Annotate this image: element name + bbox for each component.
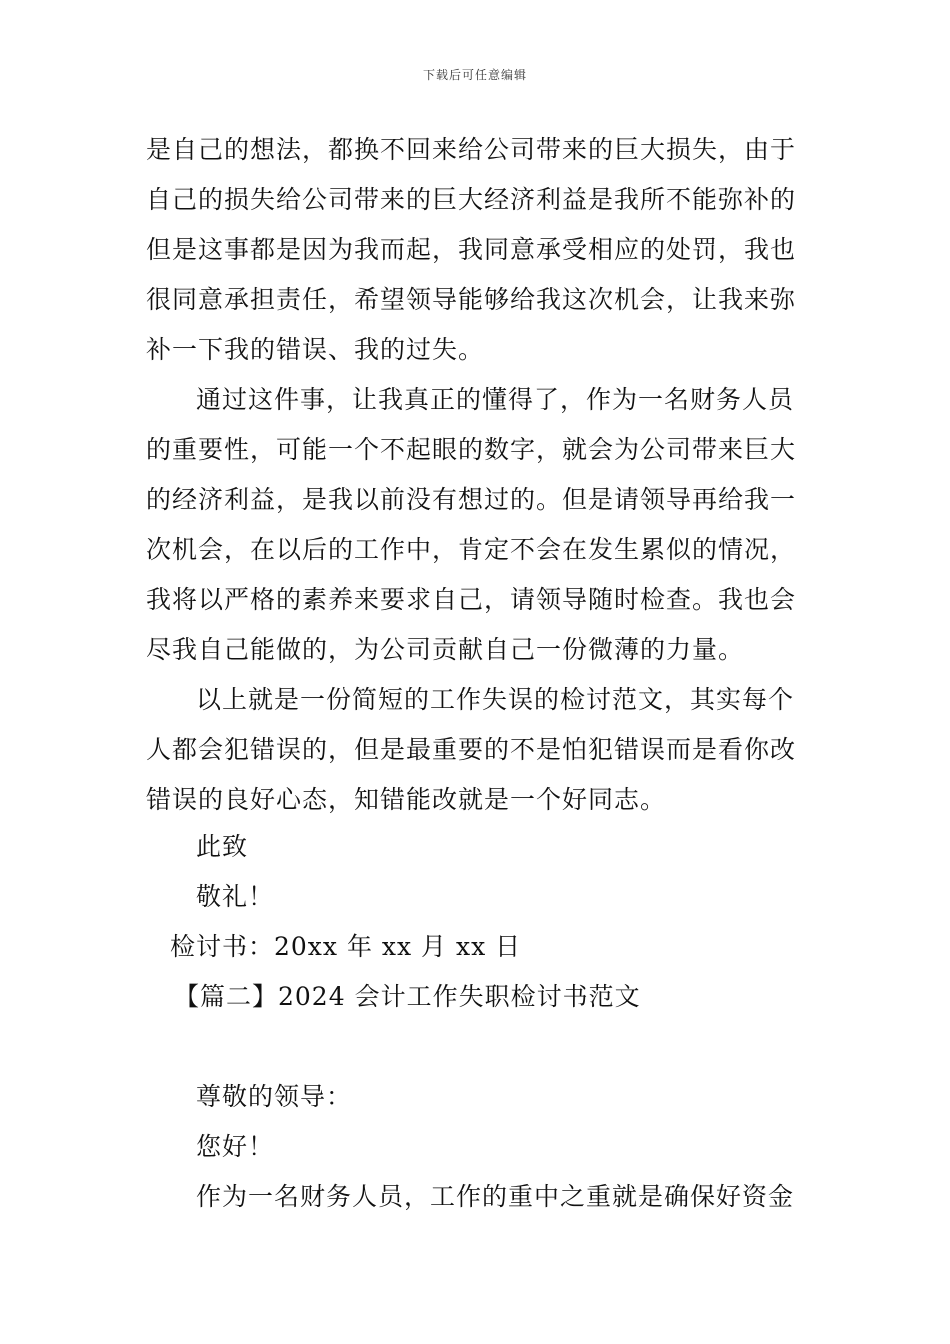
- paragraph-line: 的经济利益，是我以前没有想过的。但是请领导再给我一: [146, 485, 797, 514]
- paragraph-line: 很同意承担责任，希望领导能够给我这次机会，让我来弥: [146, 285, 797, 314]
- paragraph-line: 次机会，在以后的工作中，肯定不会在发生累似的情况，: [146, 535, 797, 564]
- paragraph-line: 的重要性，可能一个不起眼的数字，就会为公司带来巨大: [146, 435, 797, 464]
- page-header-note: 下载后可任意编辑: [422, 68, 527, 82]
- letter-hello: 您好！: [196, 1132, 275, 1161]
- section-title: 【篇二】2024 会计工作失职检讨书范文: [174, 982, 641, 1011]
- paragraph-line: 通过这件事，让我真正的懂得了，作为一名财务人员: [196, 385, 795, 414]
- paragraph-line: 以上就是一份简短的工作失误的检讨范文，其实每个: [196, 685, 795, 714]
- paragraph-line: 我将以严格的素养来要求自己，请领导随时检查。我也会: [146, 585, 797, 614]
- closing-salutation: 此致: [196, 832, 249, 861]
- signature-date: 检讨书：20xx 年 xx 月 xx 日: [170, 932, 522, 961]
- paragraph-line: 但是这事都是因为我而起，我同意承受相应的处罚，我也: [146, 235, 797, 264]
- letter-greeting: 尊敬的领导：: [196, 1082, 353, 1111]
- paragraph-line: 是自己的想法，都换不回来给公司带来的巨大损失，由于: [146, 135, 797, 164]
- paragraph-line: 人都会犯错误的，但是最重要的不是怕犯错误而是看你改: [146, 735, 797, 764]
- paragraph-line: 自己的损失给公司带来的巨大经济利益是我所不能弥补的: [146, 185, 797, 214]
- paragraph-line: 错误的良好心态，知错能改就是一个好同志。: [146, 785, 667, 814]
- paragraph-line: 尽我自己能做的，为公司贡献自己一份微薄的力量。: [146, 635, 745, 664]
- paragraph-line: 作为一名财务人员，工作的重中之重就是确保好资金: [196, 1182, 795, 1211]
- paragraph-line: 补一下我的错误、我的过失。: [146, 335, 485, 364]
- closing-regards: 敬礼！: [196, 882, 275, 911]
